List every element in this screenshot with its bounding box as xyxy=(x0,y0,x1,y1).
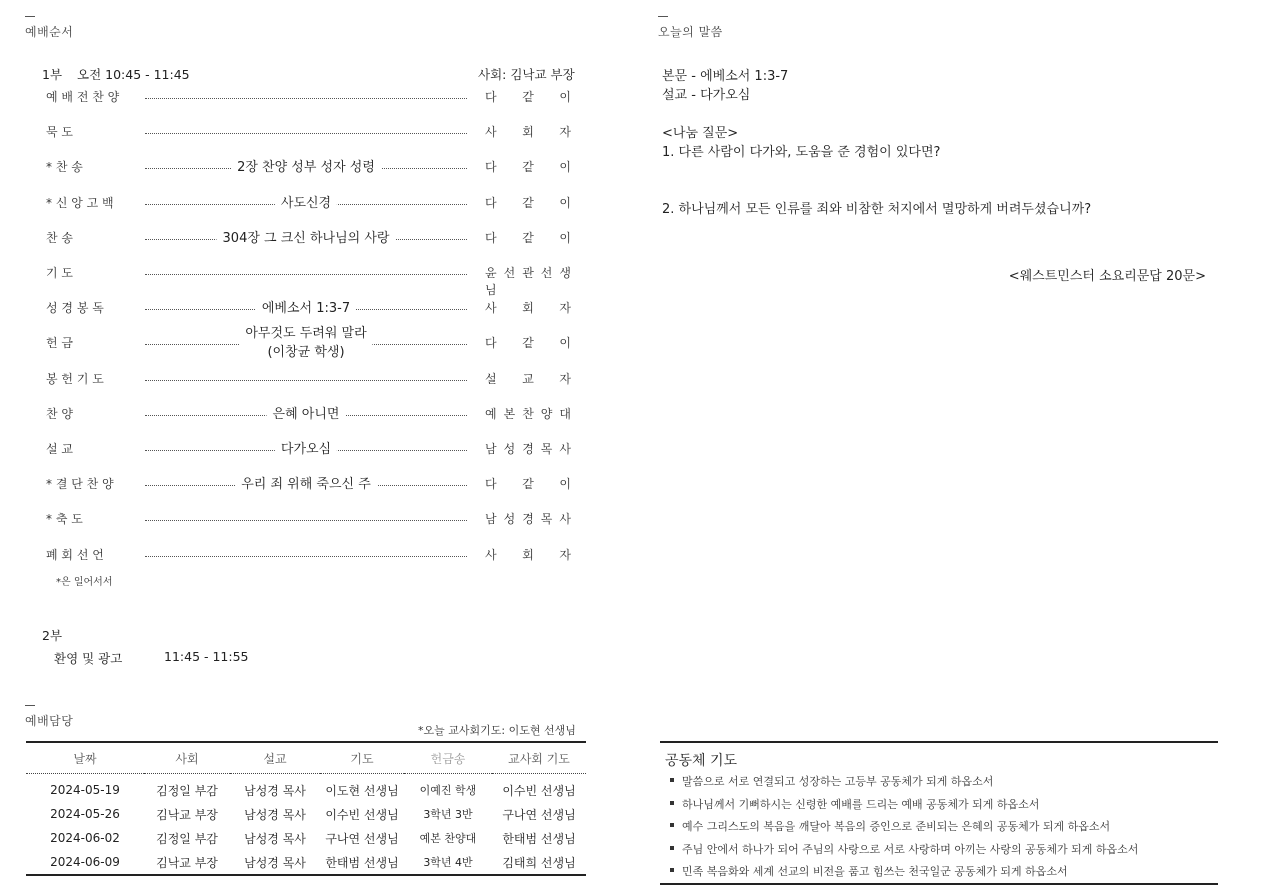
header-host: 사회 xyxy=(144,742,230,774)
order-row xyxy=(46,510,571,530)
order-row xyxy=(46,194,571,214)
word-section-title: 오늘의 말씀 xyxy=(658,25,723,39)
header-date: 날짜 xyxy=(26,742,144,774)
order-row xyxy=(46,475,571,495)
order-row-person: 예 본 찬 양 대 xyxy=(485,406,571,421)
duty-header-row xyxy=(26,742,586,774)
cell-teacher-prayer: 이수빈 선생님 xyxy=(502,783,576,798)
order-row-content: 2장 찬양 성부 성자 성령 xyxy=(231,158,381,177)
order-row-person: 다 같 이 xyxy=(485,90,571,104)
cell-prayer: 한태범 선생님 xyxy=(320,850,404,875)
cell-offering-song: 3학년 4반 xyxy=(404,850,492,875)
order-row xyxy=(46,370,571,390)
order-row-label: 헌 금 xyxy=(46,336,73,351)
list-item xyxy=(670,773,1138,796)
order-row-label: 설 교 xyxy=(46,442,73,456)
question-2: 2. 하나님께서 모든 인류를 죄와 비참한 처지에서 멸망하게 버려두셨습니까? xyxy=(662,202,1092,217)
order-row xyxy=(46,299,571,319)
part1-label: 1부 xyxy=(42,67,63,82)
question-1: 1. 다른 사람이 다가와, 도움을 준 경험이 있다면? xyxy=(662,145,941,160)
part1-host: 사회: 김낙교 부장 xyxy=(478,67,575,82)
list-item xyxy=(670,863,1138,886)
table-row xyxy=(26,826,586,850)
sermon-title: 설교 - 다가오심 xyxy=(662,88,751,103)
order-row-label: * 축 도 xyxy=(46,512,83,527)
order-row-label: 폐 회 선 언 xyxy=(46,547,104,562)
dotted-leader xyxy=(145,264,467,275)
teacher-prayer-note: *오늘 교사회기도: 이도현 선생님 xyxy=(418,724,576,737)
cell-sermon: 남성경 목사 xyxy=(244,831,306,846)
list-item xyxy=(670,796,1138,819)
header-sermon: 설교 xyxy=(230,742,320,774)
order-row xyxy=(46,158,571,178)
order-row-person: 사 회 자 xyxy=(485,547,571,562)
cell-teacher-prayer: 구나연 선생님 xyxy=(502,807,576,822)
order-row xyxy=(46,264,571,297)
cell-date: 2024-05-19 xyxy=(50,783,120,797)
order-row-label: * 찬 송 xyxy=(46,160,83,175)
order-row xyxy=(46,546,571,566)
cell-date: 2024-06-02 xyxy=(50,831,120,845)
bullet-icon xyxy=(670,868,674,872)
table-row xyxy=(26,850,586,875)
order-row-content: 304장 그 크신 하나님의 사랑 xyxy=(217,229,396,248)
duty-table xyxy=(26,741,586,876)
bullet-icon xyxy=(670,823,674,827)
dotted-leader xyxy=(145,123,467,134)
dotted-leader xyxy=(145,546,467,557)
cell-host: 김정일 부감 xyxy=(156,831,218,846)
catechism-reference: <웨스트민스터 소요리문답 20문> xyxy=(1008,269,1206,284)
dotted-leader xyxy=(145,370,467,381)
order-row-label: * 신 앙 고 백 xyxy=(46,195,114,210)
order-row xyxy=(46,229,571,249)
order-row-content: 은혜 아니면 xyxy=(267,405,346,424)
cell-teacher-prayer: 한태범 선생님 xyxy=(502,831,576,846)
order-row-person: 설 교 자 xyxy=(485,371,571,386)
cell-offering-song: 예본 찬양대 xyxy=(419,832,477,845)
cell-sermon: 남성경 목사 xyxy=(244,783,306,798)
order-row-person: 사 회 자 xyxy=(485,125,571,140)
order-row-label: 기 도 xyxy=(46,266,73,280)
prayer-item-text: 예수 그리스도의 복음을 깨달아 복음의 증인으로 준비되는 은혜의 공동체가 되게 하옵소서 xyxy=(682,820,1111,833)
prayer-item-text: 말씀으로 서로 연결되고 성장하는 고등부 공동체가 되게 하옵소서 xyxy=(682,775,994,788)
order-row xyxy=(46,326,571,361)
section-mark xyxy=(25,705,35,706)
order-row-person: 다 같 이 xyxy=(485,195,571,210)
duty-section-title: 예배담당 xyxy=(25,714,74,728)
order-row-label: 예 배 전 찬 양 xyxy=(46,90,120,104)
order-row-content: 우리 죄 위해 죽으신 주 xyxy=(235,475,377,494)
cell-offering-song: 이예진 학생 xyxy=(419,784,477,797)
list-item xyxy=(670,818,1138,841)
prayer-item-text: 하나님께서 기뻐하시는 신령한 예배를 드리는 예배 공동체가 되게 하옵소서 xyxy=(682,797,1040,811)
list-item xyxy=(670,841,1138,864)
bullet-icon xyxy=(670,778,674,782)
order-row-label: 묵 도 xyxy=(46,125,73,140)
prayer-title: 공동체 기도 xyxy=(665,753,738,769)
order-row-person: 다 같 이 xyxy=(485,336,571,351)
order-row-content: 아무것도 두려워 말라 (이창균 학생) xyxy=(239,324,372,362)
order-row xyxy=(46,123,571,143)
order-row-label: 성 경 봉 독 xyxy=(46,301,104,316)
part2-label: 2부 xyxy=(42,628,63,643)
order-row xyxy=(46,405,571,425)
prayer-item-text: 민족 복음화와 세계 선교의 비전을 품고 힘쓰는 천국일군 공동체가 되게 하옵소서 xyxy=(682,865,1068,878)
section-mark xyxy=(25,16,35,17)
order-row-person: 남 성 경 목 사 xyxy=(485,512,571,527)
cell-sermon: 남성경 목사 xyxy=(230,850,320,875)
order-row-content: 사도신경 xyxy=(275,194,337,213)
order-row-person: 남 성 경 목 사 xyxy=(485,442,571,456)
order-row-person: 윤 선 관 선 생 님 xyxy=(485,266,571,297)
cell-prayer: 구나연 선생님 xyxy=(325,831,399,846)
dotted-leader xyxy=(145,88,467,99)
table-row xyxy=(26,802,586,826)
part2-item: 환영 및 광고 xyxy=(54,651,123,666)
order-row xyxy=(46,88,571,108)
cell-host: 김낙교 부장 xyxy=(156,807,218,822)
cell-prayer: 이수빈 선생님 xyxy=(325,807,399,822)
order-row-label: 봉 헌 기 도 xyxy=(46,371,104,386)
dotted-leader xyxy=(145,510,467,521)
cell-host: 김낙교 부장 xyxy=(144,850,230,875)
cell-date: 2024-06-09 xyxy=(26,850,144,875)
cell-date: 2024-05-26 xyxy=(50,807,120,821)
order-row-label: * 결 단 찬 양 xyxy=(46,477,114,492)
cell-teacher-prayer: 김태희 선생님 xyxy=(492,850,586,875)
header-offering-song: 헌금송 xyxy=(404,742,492,774)
community-prayer-box xyxy=(660,741,1218,885)
header-teacher-prayer: 교사회 기도 xyxy=(492,742,586,774)
part1-time: 오전 10:45 - 11:45 xyxy=(77,67,190,82)
standing-note: *은 일어서서 xyxy=(56,577,113,588)
order-row-person: 다 같 이 xyxy=(485,160,571,175)
scripture-text: 본문 - 에베소서 1:3-7 xyxy=(662,69,789,84)
cell-offering-song: 3학년 3반 xyxy=(423,808,473,821)
order-row-person: 사 회 자 xyxy=(485,301,571,316)
order-row-label: 찬 양 xyxy=(46,406,73,421)
order-row-content: 에베소서 1:3-7 xyxy=(256,299,356,318)
cell-prayer: 이도현 선생님 xyxy=(325,783,399,798)
cell-sermon: 남성경 목사 xyxy=(244,807,306,822)
prayer-list xyxy=(670,773,1138,886)
part2-time: 11:45 - 11:55 xyxy=(164,649,249,664)
order-row xyxy=(46,440,571,460)
section-mark xyxy=(658,16,668,17)
bullet-icon xyxy=(670,801,674,805)
order-row-label: 찬 송 xyxy=(46,230,73,245)
prayer-item-text: 주님 안에서 하나가 되어 주님의 사랑으로 서로 사랑하며 아끼는 사랑의 공동체가 되게 하옵소서 xyxy=(682,842,1139,856)
questions-title: <나눔 질문> xyxy=(662,126,739,141)
order-row-person: 다 같 이 xyxy=(485,477,571,492)
header-prayer: 기도 xyxy=(320,742,404,774)
cell-host: 김정일 부감 xyxy=(156,783,218,798)
order-section-title: 예배순서 xyxy=(25,25,74,39)
table-row xyxy=(26,774,586,803)
order-row-person: 다 같 이 xyxy=(485,230,571,245)
bullet-icon xyxy=(670,846,674,850)
order-row-content: 다가오심 xyxy=(275,440,337,459)
